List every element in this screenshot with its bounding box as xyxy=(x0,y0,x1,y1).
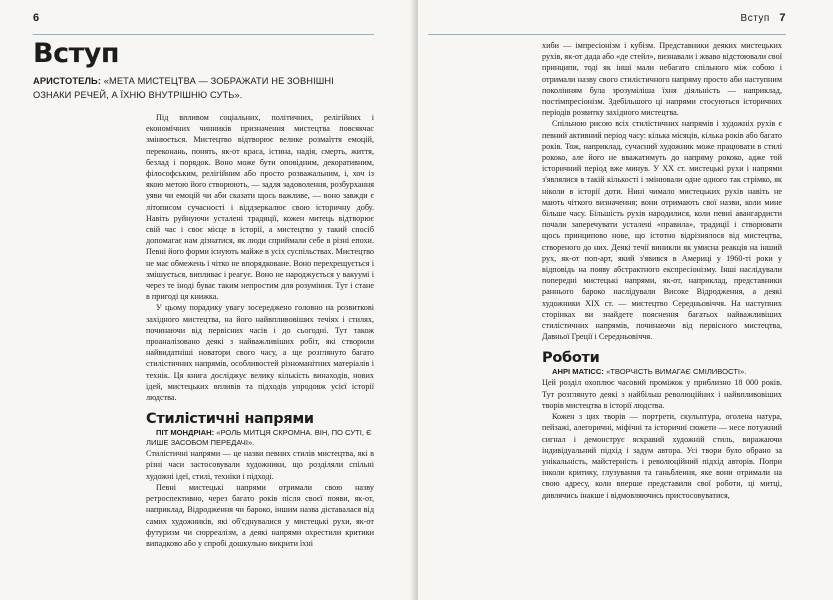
epigraph-text: «МЕТА МИСТЕЦТВА — ЗОБРАЖАТИ НЕ ЗОВНІШНІ ОЗНАКИ РЕЧЕЙ, А ЇХНЮ ВНУТРІШНЮ СУТЬ». xyxy=(33,76,334,100)
epigraph xyxy=(33,74,363,102)
section-quote xyxy=(542,367,782,377)
paragraph: У цьому порадику увагу зосереджено головно на розвиткові західного мистецтва, на його найвпливовіших течіях і стилях, починаючи від первісних часів і до сьогодні. Тут також проаналізовано деякі з найважливіших робіт, які створили найвидатніші новатори свого часу, а ще розглянуто багато стилістичних напрямів, особливостей різноманітних матеріалів і технік. Ця книга досліджує велику кількість винаходів, нових ідей, мистецьких впливів та підходів упродовж усієї історії людства. xyxy=(146,303,374,403)
section-quote-text: «ТВОРЧІСТЬ ВИМАГАЄ СМІЛИВОСТІ». xyxy=(606,367,747,377)
paragraph: Спільною рисою всіх стилістичних напрямів і художніх рухів є певний активний період часу: кілька місяців, кілька років або багато років. Тож, наприклад, сучасний художник може працювати в стилі рококо, але його не вважатимуть до напряму рококо, адже той історичний період вже минув. У XX ст. мистецькі рухи і напрями з'являлися в такій кількості і змінювали одне одного так стрімко, як ніколи в історії доти. Нині чимало мистецьких рухів навіть не мають чіткого визначення; вони отримають свої назви, коли мине більше часу. Більшість рухів народилися, коли певні авангардисти почали заперечувати усталені «правила», традиції і створювати щось принципово нове, що істотно відрізнялося від мистецтва, створеного до них. Деякі течії виникли як умисна реакція на інший рух, як-от поп-арт, який з'явився в Америці у 1960-ті роки у відповідь на появу абстрактного експресіонізму. Інші наслідували попередні мистецькі напрями, як-от, наприклад, представники раннього бароко наслідували Високе Відродження, а деякі художники XIX ст. — мистецтво Середньовіччя. На наступних сторінках ви знайдете пояснення багатьох найважливіших стилістичних напрямів, починаючи від первісного мистецтва, Давньої Греції і Середньовіччя. xyxy=(542,119,782,342)
paragraph: Під впливом соціальних, політичних, релігійних і економічних чинників призначення мистецтва повсякчас змінюється. Мистецтво відтворює велике розмаїття емоцій, переконань, понять, як-от краса, істина, надія, смерть, життя, безлад і порядок. Воно може бути оповідним, декоративним, філософським, релігійним або просто розважальним, і, хоч із якою метою його створюють, — задля задоволення, розбурхання уяви чи емоцій чи аби сказати щось важливе, — воно завжди є літописом сучасності і віддзеркалює свою історичну добу. Навіть руйнуючи усталені традиції, кожен митець відтворює свій час і своє місце в історії, а мистецтво у такий спосіб допомагає нам дізнатися, як люди сприймали себе в різні епохи. Певні його форми існують майже в усіх суспільствах. Мистецтво не має обмежень і чітко не впорядковане. Воно перехрещується і змішується, випливає і реагує. Воно не народжується у вакуумі і через те іноді буває таким непростим для розуміння. Тут і стане в пригоді ця книжка. xyxy=(146,113,374,302)
right-text-column xyxy=(542,40,782,501)
running-header-right xyxy=(741,12,786,24)
paragraph: Стилістичні напрями — це назви певних стилів мистецтва, які в різні часи застосовували художники, що розділяли спільні художні ідеї, стилі, техніки і підході. xyxy=(146,449,374,481)
epigraph-author: АРИСТОТЕЛЬ: xyxy=(33,76,102,86)
paragraph: хиби — імпресіонізм і кубізм. Представники деяких мистецьких рухів, як-от дада або «де стейл», визнавали і жваво відстоювали свої принципи, тоді як інші мали небагато спільного між собою і отримали назву свого стилістичного напряму просто аби наступним поколінням була зрозуміліша їхня діяльність — наприклад, постімпресіонізм. Здебільшого ці напрями стосуються історичних періодів розвитку західного мистецтва. xyxy=(542,41,782,118)
page-number-right: 7 xyxy=(779,12,786,24)
section-quote-author: АНРІ МАТІСС: xyxy=(552,367,604,377)
page-number-left: 6 xyxy=(33,12,40,24)
section-heading-styles: Стилістичні напрями xyxy=(146,411,314,428)
section-quote-text: «РОЛЬ МИТЦЯ СКРОМНА. ВІН, ПО СУТІ, Є ЛИШЕ ЗАСОБОМ ПЕРЕДАЧІ». xyxy=(146,428,372,448)
running-section: Вступ xyxy=(740,13,770,24)
paragraph: Цей розділ охоплює часовий проміжок у приблизно 18 000 років. Тут розглянуто деякі з найбільш революційних і найвпливовіших творів мистецтва в історії людства. xyxy=(542,378,782,410)
paragraph: Кожен з цих творів — портрети, скульптура, оголена натура, пейзажі, алегоричні, міфічні та історичні сюжети — несе потужний сигнал і демонструє яскравий художній стиль, виражаючи індивідуальний підхід і задум автора. Усі твори було обрано за унікальність, майстерність і революційний підхід авторів. Попри інколи критику, глузування та ганьблення, яке вони отримали на свою адресу, коли вперше представили свої роботи, ці митці, дивлячись інакше і відмовляючись пристосовуватися, xyxy=(542,412,782,500)
section-quote-author: ПІТ МОНДРІАН: xyxy=(156,428,215,438)
chapter-title: Вступ xyxy=(33,38,119,69)
section-quote xyxy=(146,428,374,448)
header-rule-right xyxy=(428,34,786,35)
section-heading-works: Роботи xyxy=(542,350,600,367)
left-text-column xyxy=(146,112,374,549)
header-rule-left xyxy=(33,34,374,35)
right-page xyxy=(418,0,833,600)
left-page xyxy=(0,0,414,600)
paragraph: Певні мистецькі напрями отримали свою назву ретроспективно, через багато років після своєї появи, як-от, наприклад, Відродження чи бароко, іншим назва діставалася від самих художників, які об'єднувалися у мистецькі рухи, як-от футуризм чи сюрреалізм, а деякі напрями охрестили критики випадково або у спробі дошкульно викрити їхні xyxy=(146,482,374,548)
